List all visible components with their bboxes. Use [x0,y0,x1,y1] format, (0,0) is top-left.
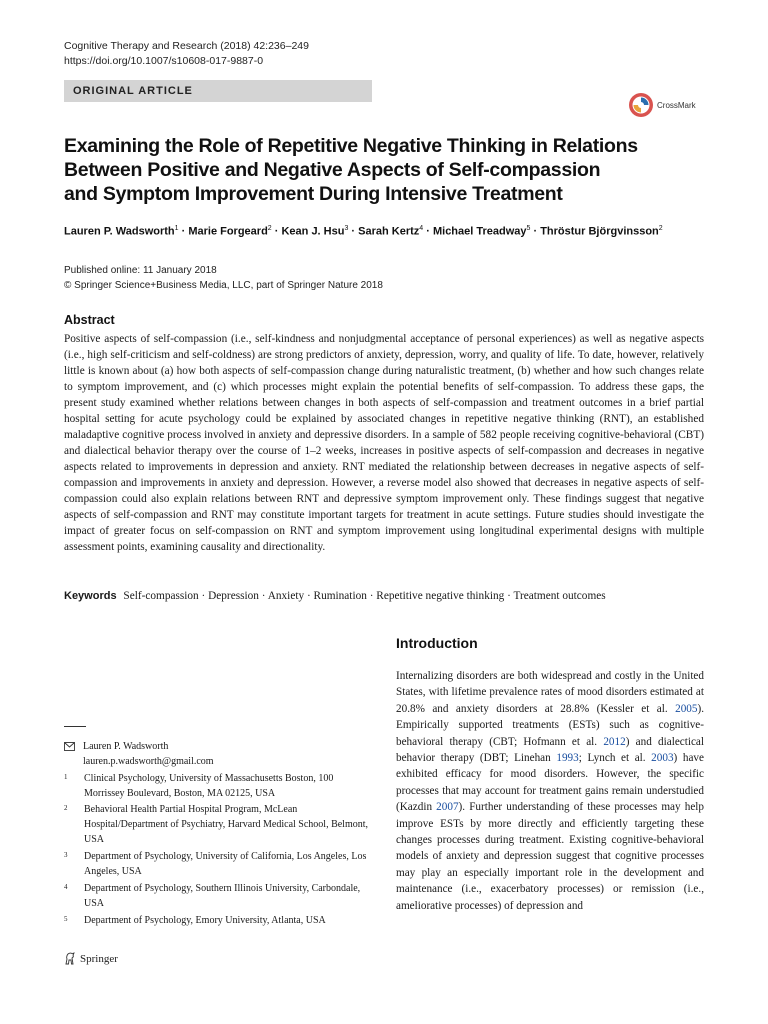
affiliation-footnote [64,771,374,801]
citation-link[interactable]: 2005 [675,702,698,715]
affiliation-number: 4 [64,883,68,891]
citation-link[interactable]: 2003 [651,752,674,765]
affiliation-footnote [64,849,374,879]
citation-link[interactable]: 1993 [556,752,579,765]
intro-text-segment: ) and dialectical behavior therapy (DBT; Linehan [396,735,705,765]
copyright-notice: © Springer Science+Business Media, LLC, part of Springer Nature 2018 [64,279,383,291]
author-separator: · [348,225,359,238]
doi-link[interactable]: https://doi.org/10.1007/s10608-017-9887-0 [64,55,264,67]
author-affiliation-marker: 5 [526,225,531,232]
introduction-text [396,668,704,914]
affiliation-number: 1 [64,773,68,781]
affiliation-footnote [64,802,374,847]
intro-text-segment: ) have exhibited efficacy for mood disorders. However, the specific processes that may account for treatment gains remain understudied (Kazdin [396,752,704,814]
published-date: Published online: 11 January 2018 [64,265,217,276]
author-name[interactable]: Marie Forgeard [188,225,268,238]
title-line-2: Between Positive and Negative Aspects of Self-compassion [64,159,601,181]
affiliation-text: Clinical Psychology, University of Massachusetts Boston, 100 Morrissey Boulevard, Boston, MA 02125, USA [84,773,334,799]
affiliation-text: Behavioral Health Partial Hospital Program, McLean Hospital/Department of Psychiatry, Harvard Medical School, Belmont, USA [84,804,369,845]
author-name[interactable]: Kean J. Hsu [281,225,345,238]
author-separator: · [271,225,282,238]
author-affiliation-marker: 2 [658,225,663,232]
intro-text-segment: ; Lynch et al. [578,752,652,765]
springer-horse-icon [64,952,76,965]
article-type-banner: ORIGINAL ARTICLE [64,80,372,102]
publication-info [64,264,383,293]
intro-text-segment: Internalizing disorders are both widespread and costly in the United States, with lifetime prevalence rates of mood disorders estimated at 20.8% and anxiety disorders at 28.8% (Kessler et al. [396,670,704,715]
affiliation-text: Department of Psychology, University of California, Los Angeles, Los Angeles, USA [84,851,367,877]
affiliation-number: 2 [64,804,68,812]
author-list [64,225,704,238]
author-name[interactable]: Michael Treadway [432,225,527,238]
author-affiliation-marker: 1 [174,225,179,232]
corresponding-author-email[interactable]: lauren.p.wadsworth@gmail.com [83,756,214,767]
author-affiliation-marker: 3 [344,225,349,232]
introduction-heading: Introduction [396,635,478,651]
envelope-icon [64,742,75,751]
affiliation-text: Department of Psychology, Emory University, Atlanta, USA [84,915,326,926]
author-separator: · [423,225,433,238]
affiliation-number: 5 [64,915,68,923]
publisher-footer [64,952,118,965]
keywords-list: Self-compassion · Depression · Anxiety · Rumination · Repetitive negative thinking · Treatment outcomes [123,590,606,602]
correspondence-block [64,739,214,769]
citation-link[interactable]: 2007 [436,801,459,814]
crossmark-label: CrossMark [657,100,696,110]
crossmark-badge[interactable] [628,92,696,118]
journal-header [64,39,309,69]
keywords-label: Keywords [64,590,117,602]
author-affiliation-marker: 2 [267,225,272,232]
author-name[interactable]: Sarah Kertz [358,225,420,238]
article-title [64,134,704,206]
author-separator: · [530,225,541,238]
keywords-section [64,590,704,602]
affiliation-number: 3 [64,851,68,859]
publisher-name: Springer [80,952,118,965]
abstract-heading: Abstract [64,313,115,327]
journal-citation: Cognitive Therapy and Research (2018) 42:236–249 [64,40,309,52]
affiliation-footnote [64,913,374,928]
corresponding-author-name: Lauren P. Wadsworth [83,741,169,752]
affiliation-footnote [64,881,374,911]
title-line-1: Examining the Role of Repetitive Negative Thinking in Relations [64,135,638,157]
intro-text-segment: ). Further understanding of these processes may help improve ESTs by more directly and efficiently targeting these changes processes during treatment. Existing cognitive-behavioral models of anxiety and depression suggest that cognitive processes may play an especially important role in the development and maintenance (i.e., exacerbatory processes) or remission (i.e., ameliorative processes) of depression and [396,801,704,912]
author-name[interactable]: Thröstur Björgvinsson [540,225,659,238]
citation-link[interactable]: 2012 [603,735,626,748]
footnote-divider [64,726,86,727]
abstract-text: Positive aspects of self-compassion (i.e., self-kindness and nonjudgmental acceptance of personal experiences) as well as negative aspects (i.e., high self-criticism and self-coldness) are strong predictors of anxiety, depression, worry, and quality of life. To date, however, relatively little is known about (a) how both aspects of self-compassion change during naturalistic treatment, (b) whether and how such changes relate to symptom improvement, and (c) which processes might explain the potential benefits of self-compassion. To address these gaps, the present study examined whether relations between changes in both aspects of self-compassion and treatment outcomes in a brief partial hospital setting for acute psychology could be explained by associated changes in repetitive negative thinking (RNT), an established maladaptive cognitive process involved in anxiety and depressive disorders. In a sample of 582 people receiving cognitive-behavioral (CBT) and dialectical behavior therapy over the course of 1–2 weeks, increases in positive aspects of self-compassion and decreases in negative aspects related to improvements in depression and anxiety. RNT mediated the relationship between decreases in negative aspects of self-compassion and improvements in anxiety and depression. However, a reverse model also showed that decreases in negative aspects of self-compassion could also explain relations between RNT and depressive symptom improvement only. These findings suggest that negative aspects of self-compassion and RNT may constitute important targets for treatment in acute settings. Future studies should investigate the impact of greater focus on self-compassion on RNT and symptom improvement using longitudinal experimental designs with multiple assessment points, examining causality and directionality. [64,333,704,553]
affiliation-text: Department of Psychology, Southern Illinois University, Carbondale, USA [84,883,361,909]
title-line-3: and Symptom Improvement During Intensive Treatment [64,183,563,205]
intro-text-segment: ). Empirically supported treatments (ESTs) such as cognitive-behavioral therapy (CBT; Hofmann et al. [396,702,704,748]
author-affiliation-marker: 4 [419,225,424,232]
author-separator: · [178,225,189,238]
crossmark-icon [628,92,654,118]
author-name[interactable]: Lauren P. Wadsworth [64,225,175,238]
